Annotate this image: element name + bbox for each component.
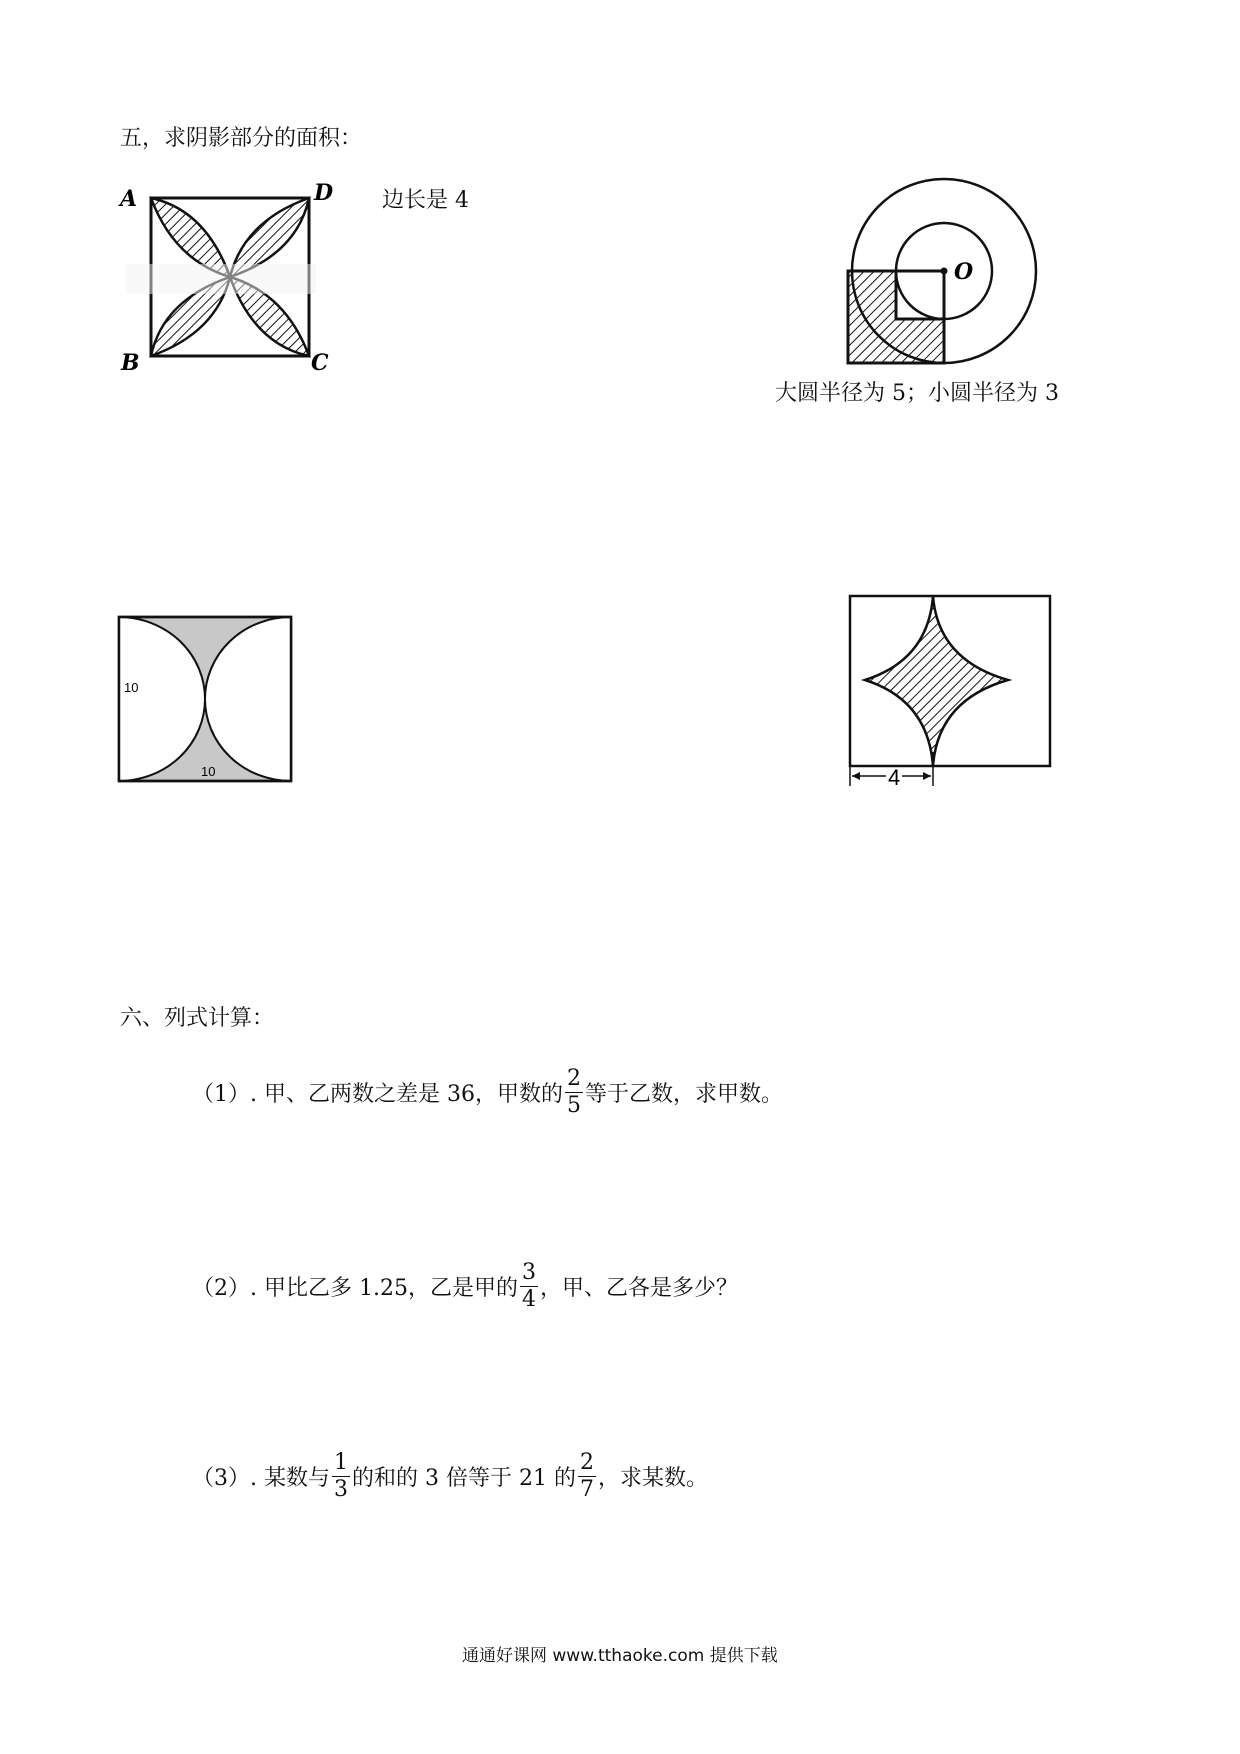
q3-frac2-num: 2 bbox=[579, 1450, 594, 1475]
figure-four-quarter-circles bbox=[848, 594, 1058, 794]
figure-petal-square bbox=[118, 172, 348, 392]
bottom-length-label: 10 bbox=[201, 764, 216, 779]
vertex-a-label: A bbox=[120, 186, 138, 212]
q2-fraction bbox=[520, 1262, 538, 1311]
question-1 bbox=[192, 1068, 783, 1117]
q2-frac-den: 4 bbox=[521, 1287, 536, 1312]
figure-concentric-circles bbox=[838, 178, 1028, 368]
q1-fraction bbox=[565, 1068, 583, 1117]
q1-prefix: （1）. 甲、乙两数之差是 36，甲数的 bbox=[192, 1082, 563, 1107]
q3-prefix: （3）. 某数与 bbox=[192, 1466, 330, 1491]
center-o-label: O bbox=[954, 259, 974, 285]
vertex-d-label: D bbox=[314, 180, 334, 206]
vertex-b-label: B bbox=[121, 350, 140, 376]
q3-middle: 的和的 3 倍等于 21 的 bbox=[351, 1466, 576, 1491]
q3-fraction-2 bbox=[578, 1452, 596, 1501]
section-5-title: 五，求阴影部分的面积： bbox=[120, 126, 363, 151]
section-6-title: 六、列式计算： bbox=[120, 1006, 275, 1031]
q3-frac2-den: 7 bbox=[579, 1477, 594, 1502]
q3-suffix: ，求某数。 bbox=[597, 1466, 708, 1491]
q3-frac1-num: 1 bbox=[333, 1450, 348, 1475]
figure-1-caption: 边长是 4 bbox=[382, 188, 469, 213]
q2-prefix: （2）. 甲比乙多 1.25，乙是甲的 bbox=[192, 1276, 518, 1301]
q1-suffix: 等于乙数，求甲数。 bbox=[584, 1082, 783, 1107]
q1-frac-num: 2 bbox=[566, 1066, 581, 1091]
q2-suffix: ，甲、乙各是多少？ bbox=[539, 1276, 738, 1301]
q3-frac1-den: 3 bbox=[333, 1477, 348, 1502]
q1-frac-den: 5 bbox=[566, 1093, 581, 1118]
question-2 bbox=[192, 1262, 738, 1311]
vertex-c-label: C bbox=[311, 350, 329, 376]
figure-2-caption: 大圆半径为 5；小圆半径为 3 bbox=[775, 381, 1059, 406]
footer-text: 通通好课网 www.tthaoke.com 提供下载 bbox=[462, 1646, 778, 1666]
q3-fraction-1 bbox=[332, 1452, 350, 1501]
q2-frac-num: 3 bbox=[521, 1260, 536, 1285]
figure-two-semicircles bbox=[118, 616, 294, 784]
side-length-label: 10 bbox=[124, 680, 139, 695]
dimension-4-label: 4 bbox=[888, 765, 901, 790]
question-3 bbox=[192, 1452, 708, 1501]
